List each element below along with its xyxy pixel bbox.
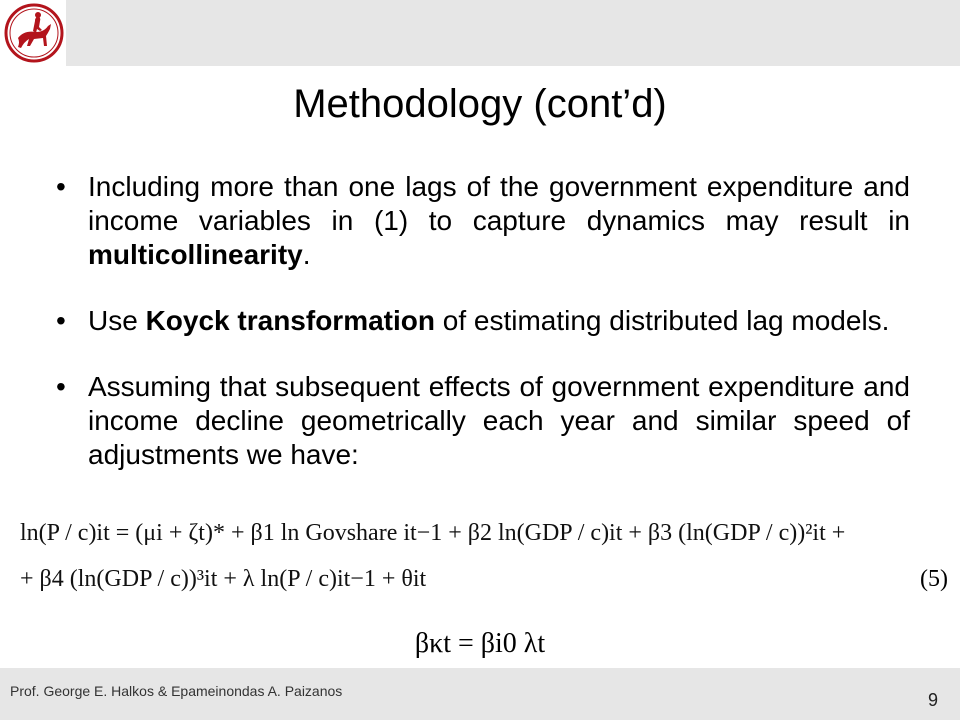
bullet-multicollinearity: • Including more than one lags of the government expenditure and income variables in (1) to capture dynamics may result in multicollinearity. xyxy=(56,170,910,272)
bullet-koyck: • Use Koyck transformation of estimating distributed lag models. xyxy=(56,304,910,338)
equation-line-1: ln(P / c)it = (μi + ζt)* + β1 ln Govshare it−1 + β2 ln(GDP / c)it + β3 (ln(GDP / c))²it + xyxy=(20,520,846,546)
footer-authors: Prof. George E. Halkos & Epameinondas A. Paizanos xyxy=(10,683,343,699)
bullet-list xyxy=(56,170,910,504)
page-number: 9 xyxy=(927,690,938,710)
bullet-assumption: • Assuming that subsequent effects of government expenditure and income decline geometrically each year and similar speed of adjustments we have: xyxy=(56,370,910,472)
slide-title: Methodology (cont’d) xyxy=(293,82,667,126)
equation-line-2: + β4 (ln(GDP / c))³it + λ ln(P / c)it−1 + θit xyxy=(20,566,427,592)
koyck-relation: βκt = βi0 λt xyxy=(414,628,546,659)
university-seal-icon xyxy=(4,2,64,64)
logo-panel xyxy=(0,0,66,66)
header-band xyxy=(0,0,960,66)
equation-number: (5) xyxy=(920,566,948,592)
